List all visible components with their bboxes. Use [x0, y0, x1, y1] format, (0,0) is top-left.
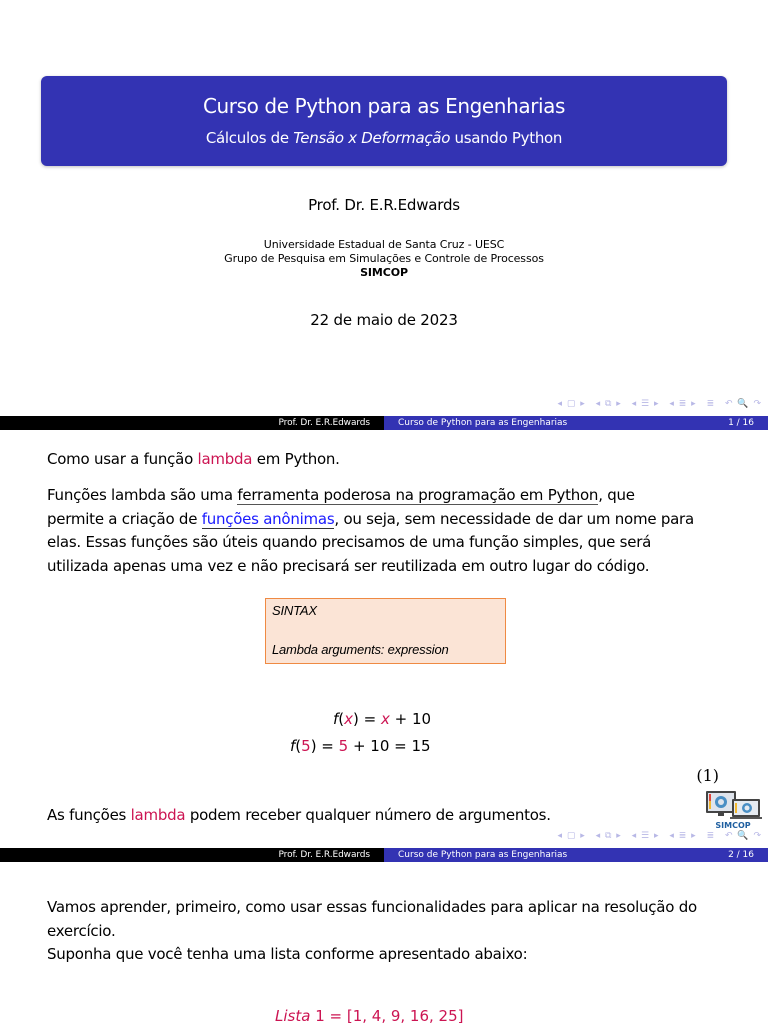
beamer-navigation [551, 399, 762, 409]
eq-rest: + 10 [389, 710, 432, 728]
beamer-navigation [551, 831, 762, 841]
closing-text: As funções [47, 806, 131, 824]
footer-title: Curso de Python para as Engenharias [398, 850, 568, 860]
nav-align-icon[interactable]: ≣ [706, 831, 716, 841]
closing-line [47, 804, 728, 828]
institution-group: Grupo de Pesquisa em Simulações e Controle de Processos [224, 252, 544, 265]
slide-footer [0, 848, 768, 862]
slide-footer [0, 416, 768, 430]
nav-section-icon[interactable]: ◂ ☰ ▸ [631, 399, 660, 409]
nav-subsection-icon[interactable]: ◂ ⧉ ▸ [595, 399, 622, 409]
subtitle-emphasis-tensao: Tensão [293, 129, 344, 147]
footer-title: Curso de Python para as Engenharias [398, 418, 568, 428]
subtitle-x: x [343, 129, 362, 147]
nav-frame-icon[interactable]: ◂ ▢ ▸ [557, 831, 586, 841]
eq-paren: ( [295, 737, 302, 755]
presentation-subtitle [41, 129, 727, 147]
lambda-slide [0, 432, 768, 864]
institution-university: Universidade Estadual de Santa Cruz - UESC [263, 238, 505, 251]
para-text: permite a criação de [47, 509, 202, 528]
list-slide [0, 864, 768, 1024]
eq-paren: ) = [353, 710, 381, 728]
eq-val-5: 5 [338, 737, 349, 755]
institution [0, 238, 768, 280]
list-values: 1 = [1, 4, 9, 16, 25] [310, 1007, 464, 1024]
eq-arg-5: 5 [301, 737, 311, 755]
institution-acronym: SIMCOP [360, 266, 408, 279]
nav-subsubsection-icon[interactable]: ◂ ≣ ▸ [669, 831, 697, 841]
list-expression [275, 1007, 464, 1024]
footer-page-number: 2 / 16 [728, 850, 754, 860]
eq-f: f [290, 737, 296, 755]
anonymous-functions-link[interactable]: funções anônimas [201, 509, 335, 528]
footer-title-block [384, 416, 768, 430]
subtitle-emphasis-deformacao: Deformação [361, 129, 451, 147]
slide3-paragraph [47, 896, 728, 967]
footer-author: Prof. Dr. E.R.Edwards [0, 848, 384, 862]
nav-frame-icon[interactable]: ◂ ▢ ▸ [557, 399, 586, 409]
slide3-line-2: exercício. [47, 921, 116, 940]
nav-section-icon[interactable]: ◂ ☰ ▸ [631, 831, 660, 841]
footer-title-block [384, 848, 768, 862]
presentation-title: Curso de Python para as Engenharias [202, 94, 566, 118]
nav-search-icon[interactable]: ↶ 🔍 ↷ [724, 831, 762, 841]
keyword-lambda: lambda [130, 806, 186, 824]
syntax-box [265, 598, 506, 664]
nav-align-icon[interactable]: ≣ [706, 399, 716, 409]
para-line-4: utilizada apenas uma vez e não precisará ser reutilizada em outro lugar do código. [47, 556, 650, 575]
eq-var-x: x [344, 710, 354, 728]
syntax-title: SINTAX [272, 603, 317, 618]
subtitle-text-end: usando Python [450, 129, 563, 147]
nav-subsubsection-icon[interactable]: ◂ ≣ ▸ [669, 399, 697, 409]
author: Prof. Dr. E.R.Edwards [308, 196, 460, 214]
footer-author: Prof. Dr. E.R.Edwards [0, 416, 384, 430]
eq-f: f [333, 710, 339, 728]
svg-text:SIMCOP: SIMCOP [715, 821, 751, 830]
equation-line-2 [290, 737, 431, 755]
closing-text-end: podem receber qualquer número de argumentos. [185, 806, 551, 824]
eq-rest: + 10 = 15 [348, 737, 431, 755]
title-slide [0, 0, 768, 432]
intro-line [47, 448, 728, 472]
equation-number: (1) [696, 766, 719, 785]
subtitle-text: Cálculos de [205, 129, 294, 147]
keyword-lambda: lambda [197, 450, 253, 468]
para-text: , que [598, 486, 635, 504]
slide3-line-1: Vamos aprender, primeiro, como usar essas funcionalidades para aplicar na resolução do [47, 898, 697, 916]
syntax-text: Lambda arguments: expression [272, 642, 449, 657]
nav-search-icon[interactable]: ↶ 🔍 ↷ [724, 399, 762, 409]
eq-var-x: x [381, 710, 390, 728]
para-line-3: elas. Essas funções são úteis quando precisamos de uma função simples, que será [47, 533, 652, 551]
eq-paren: ( [338, 710, 345, 728]
intro-text-end: em Python. [252, 450, 340, 468]
presentation-date: 22 de maio de 2023 [310, 311, 458, 329]
footer-page-number: 1 / 16 [728, 418, 754, 428]
equation-line-1 [333, 710, 431, 728]
intro-text: Como usar a função [47, 450, 198, 468]
simcop-logo-icon [704, 790, 762, 830]
para-text: Funções lambda são uma [47, 486, 238, 504]
nav-subsection-icon[interactable]: ◂ ⧉ ▸ [595, 831, 622, 841]
eq-paren: ) = [310, 737, 339, 755]
underlined-phrase: ferramenta poderosa na programação em Python [237, 486, 599, 504]
title-banner [41, 76, 727, 166]
list-name: Lista [275, 1007, 311, 1024]
slide3-line-3: Suponha que você tenha uma lista conforme apresentado abaixo: [47, 945, 528, 963]
para-text: , ou seja, sem necessidade de dar um nome para [334, 509, 694, 528]
description-paragraph [47, 484, 728, 578]
